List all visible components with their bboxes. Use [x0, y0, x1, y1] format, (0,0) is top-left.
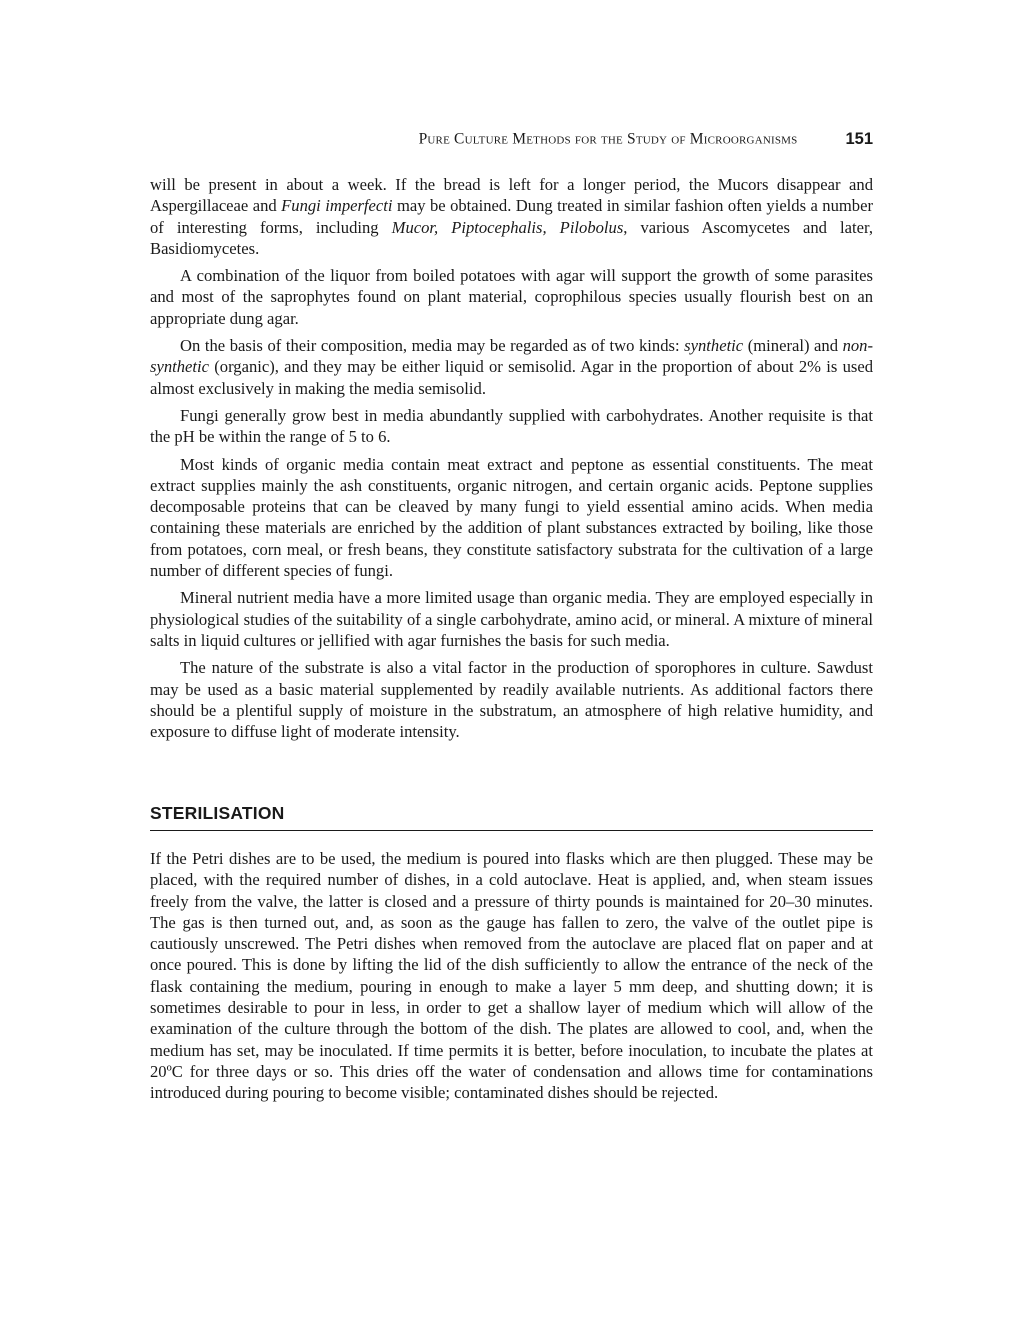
body-paragraph: [150, 657, 873, 742]
text-run: (mineral) and: [743, 336, 843, 356]
text-run: Most kinds of organic media contain meat extract and peptone as essential constituents. The meat extract supplies mainly the ash constituents, organic nitrogen, and certain organic acids. Peptone supplies decomposable proteins that can be cleaved by many fungi to yield essential amino acids. When media containing these materials are enriched by the addition of plant substances extracted by boiling, like those from potatoes, corn meal, or fresh beans, they constitute satisfactory substrata for the cultivation of a large number of different species of fungi.: [150, 454, 873, 581]
body-paragraph: [150, 174, 873, 259]
body-paragraph: [150, 405, 873, 448]
body-text: [150, 174, 873, 748]
body-paragraph: [150, 265, 873, 329]
section-paragraph: If the Petri dishes are to be used, the medium is poured into flasks which are then plugged. These may be placed, with the required number of dishes, in a cold autoclave. Heat is applied, and, when steam issues freely from the valve, the latter is closed and a pressure of thirty pounds is maintained for 20–30 minutes. The gas is then turned out, and, as soon as the gauge has fallen to zero, the valve of the outlet pipe is cautiously unscrewed. The Petri dishes when removed from the autoclave are placed flat on paper and at once poured. This is done by lifting the lid of the dish sufficiently to allow the entrance of the neck of the flask containing the medium, pouring in enough to make a layer 5 mm deep, and shutting down; it is sometimes desirable to pour in less, in order to get a shallow layer of medium which will allow of the examination of the culture through the bottom of the dish. The plates are allowed to cool, and, when the medium has set, may be inoculated. If time permits it is better, before inoculation, to incubate the plates at 20ºC for three days or so. This dries off the water of condensation and allows time for contaminations introduced during pouring to become visible; contaminated dishes should be rejected.: [150, 849, 873, 1103]
running-head: [150, 130, 873, 154]
running-title: Pure Culture Methods for the Study of Microorganisms: [418, 130, 798, 148]
section-heading: STERILISATION: [150, 803, 873, 831]
text-run: will be present in about a week. If the bread is left for a longer period, the Mucors disappear and Aspergillaceae and: [150, 175, 873, 216]
italic-text: Fungi imperfecti: [281, 196, 393, 216]
text-run: (organic), and they may be either liquid or semisolid. Agar in the proportion of about 2% is used almost exclusively in making the media semisolid.: [150, 357, 873, 398]
sterilisation-section: [150, 803, 873, 831]
italic-text: synthetic: [684, 336, 744, 356]
text-run: On the basis of their composition, media may be regarded as of two kinds:: [180, 336, 685, 356]
italic-text: non-synthetic: [150, 336, 873, 377]
section-body: [150, 848, 873, 1104]
text-run: may be obtained. Dung treated in similar fashion often yields a number of interesting forms, including: [150, 196, 873, 237]
body-paragraph: [150, 454, 873, 582]
page-number: 151: [845, 130, 873, 148]
body-paragraph: [150, 335, 873, 399]
text-run: Fungi generally grow best in media abundantly supplied with carbohydrates. Another requisite is that the pH be within the range of 5 to 6.: [150, 405, 873, 447]
body-paragraph: [150, 587, 873, 651]
text-run: Mineral nutrient media have a more limited usage than organic media. They are employed especially in physiological studies of the suitability of a single carbohydrate, amino acid, or mineral. A mixture of mineral salts in liquid cultures or jellified with agar furnishes the basis for such media.: [150, 588, 873, 650]
text-run: The nature of the substrate is also a vital factor in the production of sporophores in culture. Sawdust may be used as a basic material supplemented by readily available nutrients. As additional factors there should be a plentiful supply of moisture in the substratum, an atmosphere of high relative humidity, and exposure to diffuse light of moderate intensity.: [150, 658, 873, 742]
italic-text: Mucor, Piptocephalis, Pilobolus: [391, 217, 624, 237]
text-run: A combination of the liquor from boiled potatoes with agar will support the growth of some parasites and most of the saprophytes found on plant material, coprophilous species usually flourish best on an appropriate dung agar.: [150, 266, 873, 328]
text-run: , various Ascomycetes and later, Basidiomycetes.: [150, 217, 873, 258]
